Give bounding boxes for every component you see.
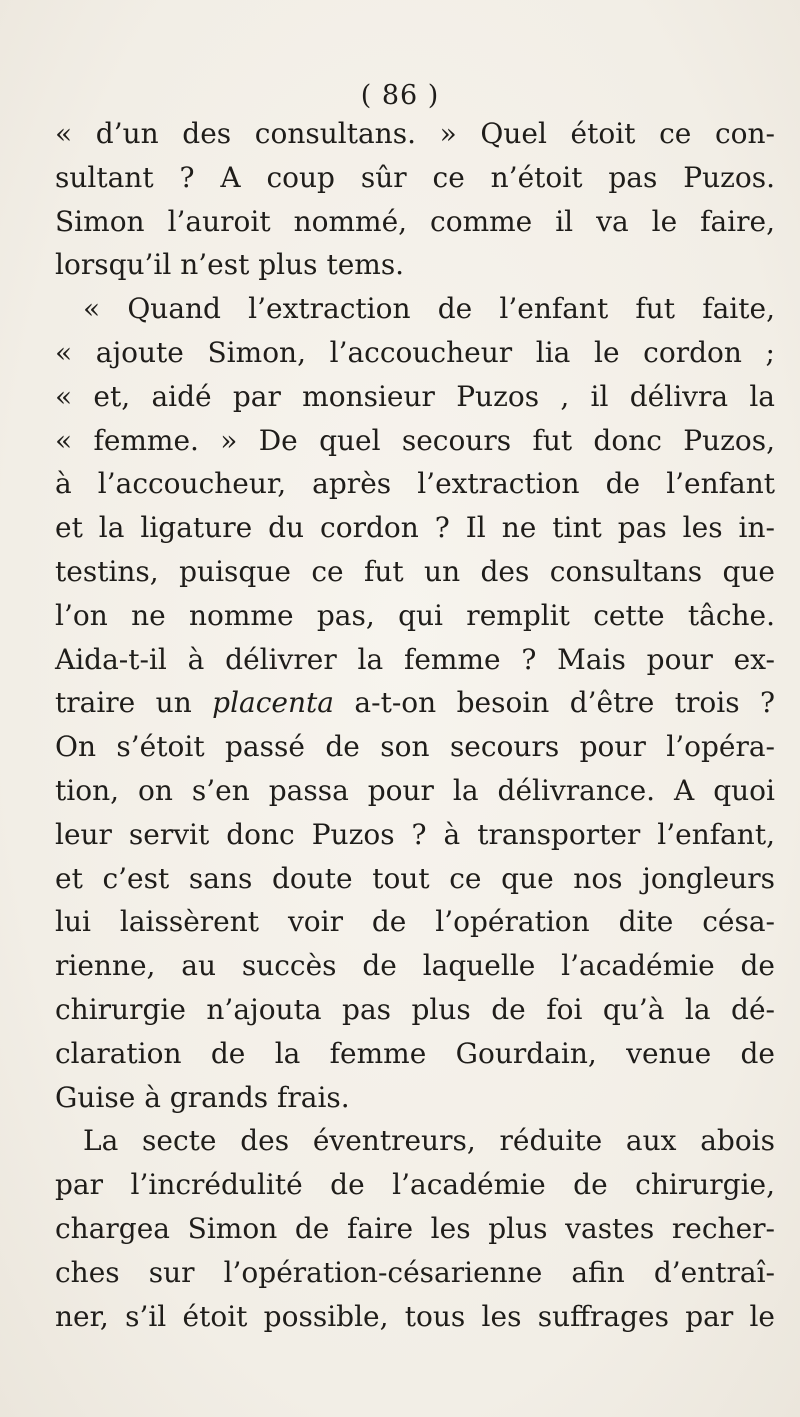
text-line: rienne, au succès de laquelle l’académie de bbox=[55, 949, 775, 983]
text-line: Guise à grands frais. bbox=[55, 1080, 350, 1114]
text-line: lui laissèrent voir de l’opération dite césa- bbox=[55, 905, 775, 939]
text-line: La secte des éventreurs, réduite aux abois bbox=[83, 1124, 775, 1158]
text-line: l’on ne nomme pas, qui remplit cette tâche. bbox=[55, 598, 775, 632]
text-line: à l’accoucheur, après l’extraction de l’enfant bbox=[55, 467, 775, 501]
body-text bbox=[55, 112, 775, 1338]
text-line: Simon l’auroit nommé, comme il va le faire, bbox=[55, 204, 775, 238]
italic-term: placenta bbox=[212, 686, 334, 720]
text-line: « Quand l’extraction de l’enfant fut faite, bbox=[83, 292, 775, 326]
text-line: Aida-t-il à délivrer la femme ? Mais pour ex- bbox=[55, 642, 775, 676]
text-line: par l’incrédulité de l’académie de chirurgie, bbox=[55, 1168, 775, 1202]
text-line: testins, puisque ce fut un des consultans que bbox=[55, 554, 775, 588]
text-line: « femme. » De quel secours fut donc Puzos, bbox=[55, 423, 775, 457]
text-line: sultant ? A coup sûr ce n’étoit pas Puzos. bbox=[55, 160, 775, 194]
text-line bbox=[55, 681, 775, 725]
page-number: ( 86 ) bbox=[360, 80, 440, 111]
text-line: ner, s’il étoit possible, tous les suffrages par le bbox=[55, 1299, 775, 1333]
text-line: On s’étoit passé de son secours pour l’opéra- bbox=[55, 730, 775, 764]
text-line: chirurgie n’ajouta pas plus de foi qu’à la dé- bbox=[55, 992, 775, 1026]
text-line: et la ligature du cordon ? Il ne tint pas les in- bbox=[55, 511, 775, 545]
text-line: « et, aidé par monsieur Puzos , il délivra la bbox=[55, 379, 775, 413]
text-line: « ajoute Simon, l’accoucheur lia le cordon ; bbox=[55, 335, 775, 369]
text-segment: traire un bbox=[55, 686, 213, 720]
text-line: « d’un des consultans. » Quel étoit ce con- bbox=[55, 117, 775, 150]
text-line: tion, on s’en passa pour la délivrance. A quoi bbox=[55, 773, 775, 807]
text-line: lorsqu’il n’est plus tems. bbox=[55, 248, 405, 282]
text-line: leur servit donc Puzos ? à transporter l’enfant, bbox=[55, 817, 775, 851]
text-line: claration de la femme Gourdain, venue de bbox=[55, 1036, 775, 1070]
text-line: et c’est sans doute tout ce que nos jongleurs bbox=[55, 861, 775, 895]
text-line: chargea Simon de faire les plus vastes recher- bbox=[55, 1211, 775, 1245]
text-segment: a-t-on besoin d’être trois ? bbox=[333, 686, 776, 720]
text-line: ches sur l’opération-césarienne afin d’entraî- bbox=[55, 1255, 775, 1289]
